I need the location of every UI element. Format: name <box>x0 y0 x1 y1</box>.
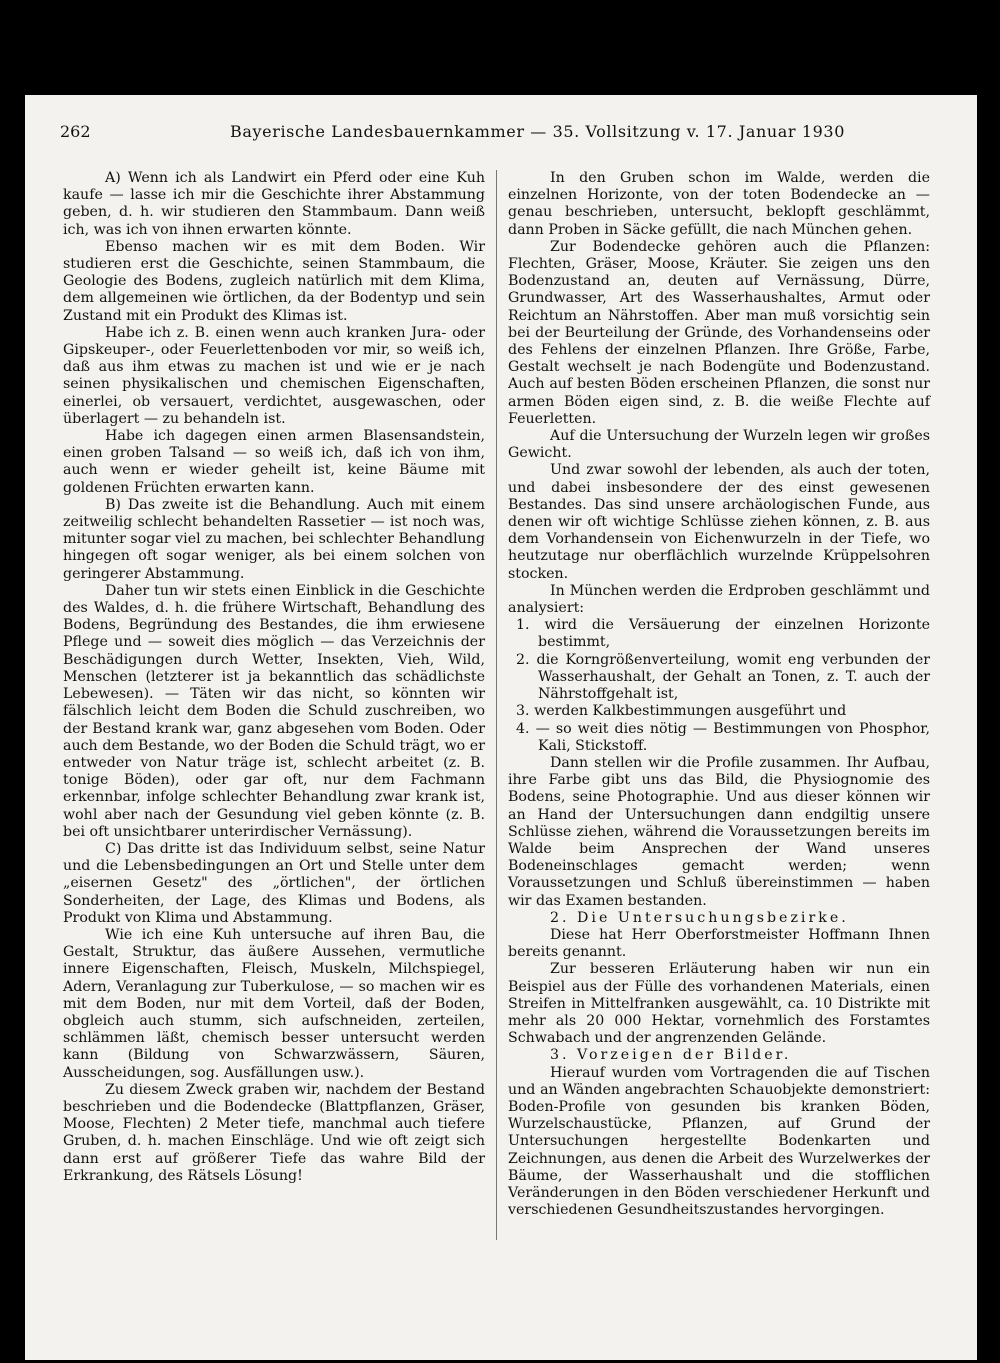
numbered-item <box>508 721 930 755</box>
paragraph: Zur Bodendecke gehören auch die Pflanzen: Flechten, Gräser, Moose, Kräuter. Sie zeigen uns den Bodenzustand an, deuten auf Vernässung, Dürre, Grundwasser, Art des Wasserhaushaltes, Armut oder Reichtum an Nährstoffen. Aber man muß vorsichtig sein bei der Beurteilung der Gründe, des Vorhandenseins oder des Fehlens der einzelnen Pflanzen. Ihre Größe, Farbe, Gestalt wechselt je nach Bodengüte und Bodenzustand. Auch auf besten Böden erscheinen Pflanzen, die sonst nur armen Böden eigen sind, z. B. die weiße Flechte auf Feuerletten. <box>508 238 930 427</box>
paragraph: Und zwar sowohl der lebenden, als auch der toten, und dabei insbesondere der des einst gewesenen Bestandes. Das sind unsere archäologischen Funde, aus denen wir oft wichtige Schlüsse ziehen können, z. B. aus dem Vorhandensein von Eichenwurzeln in der Tiefe, wo heutzutage nur oberflächlich wurzelnde Krüppelsohren stocken. <box>508 462 930 582</box>
paragraph: Dann stellen wir die Profile zusammen. Ihr Aufbau, ihre Farbe gibt uns das Bild, die Physiognomie des Bodens, seine Photographie. Und aus dieser können wir an Hand der Untersuchungen dann endgiltig unsere Schlüsse ziehen, während die Voraussetzungen bereits im Walde beim Ansprechen der Wand unseres Bodeneinschlages gemacht werden; wenn Voraussetzungen und Schluß übereinstimmen — haben wir das Examen bestanden. <box>508 754 930 909</box>
item-number: 2. <box>516 651 530 668</box>
paragraph: Daher tun wir stets einen Einblick in die Geschichte des Waldes, d. h. die frühere Wirtschaft, Behandlung des Bodens, Begründung des Bestandes, die ihm erwiesene Pflege und — soweit dies möglich — das Verzeichnis der Beschädigungen durch Wetter, Insekten, Vieh, Wild, Menschen (letzterer ist ja bekanntlich das schädlichste Lebewesen). — Täten wir das nicht, so könnten wir fälschlich leicht dem Boden die Schuld zuschreiben, wo der Bestand krank war, ganz abgesehen vom Boden. Oder auch dem Bestande, wo der Boden die Schuld trägt, wo er entweder von Natur träge ist, schlecht arbeitet (z. B. tonige Böden), oder gar oft, nur dem Fachmann erkennbar, infolge schlechter Behandlung zwar krank ist, wohl aber nach der Gesundung viel geben könnte (z. B. bei oft unsichtbarer unterirdischer Vernässung). <box>63 582 485 840</box>
item-text: die Korngrößenverteilung, womit eng verbunden der Wasserhaushalt, der Gehalt an Tonen, z. T. auch der Nährstoffgehalt ist, <box>536 651 930 703</box>
paragraph: Zu diesem Zweck graben wir, nachdem der Bestand beschrieben und die Bodendecke (Blattpflanzen, Gräser, Moose, Flechten) 2 Meter tiefe, manchmal auch tiefere Gruben, d. h. machen Einschläge. Und wie oft zeigt sich dann erst auf größerer Tiefe das wahre Bild der Erkrankung, des Rätsels Lösung! <box>63 1081 485 1184</box>
item-text: werden Kalkbestimmungen ausgeführt und <box>534 703 847 720</box>
page-number: 262 <box>60 122 91 141</box>
section-heading: 2. Die Untersuchungsbezirke. <box>550 909 849 926</box>
paragraph: Diese hat Herr Oberforstmeister Hoffmann Ihnen bereits genannt. <box>508 926 930 961</box>
left-column <box>63 170 485 1185</box>
item-number: 4. <box>516 720 530 737</box>
column-divider <box>496 170 497 1240</box>
paragraph: Ebenso machen wir es mit dem Boden. Wir studieren erst die Geschichte, seinen Stammbaum, die Geologie des Bodens, zugleich natürlich mit dem Klima, dem allgemeinen wie örtlichen, da der Bodentyp und sein Zustand mit ein Produkt des Klimas ist. <box>63 238 485 324</box>
section-heading: 3. Vorzeigen der Bilder. <box>550 1047 792 1064</box>
right-column <box>508 170 930 1219</box>
numbered-item <box>508 617 930 651</box>
numbered-item <box>508 703 930 720</box>
paragraph: Habe ich z. B. einen wenn auch kranken Jura- oder Gipskeuper-, oder Feuerlettenboden vor mir, so weiß ich, daß aus ihm etwas zu machen ist und wie er je nach seinen physikalischen und chemischen Eigenschaften, einerlei, ob versauert, verdichtet, ausgewaschen, oder überlagert — zu behandeln ist. <box>63 324 485 427</box>
paragraph: A) Wenn ich als Landwirt ein Pferd oder eine Kuh kaufe — lasse ich mir die Geschichte ihrer Abstammung geben, d. h. wir studieren den Stammbaum. Dann weiß ich, was ich von ihnen erwarten könnte. <box>63 170 485 238</box>
paragraph: In den Gruben schon im Walde, werden die einzelnen Horizonte, von der toten Bodendecke an — genau beschrieben, untersucht, beklopft geschlämmt, dann Proben in Säcke gefüllt, die nach München gehen. <box>508 170 930 238</box>
paragraph: C) Das dritte ist das Individuum selbst, seine Natur und die Lebensbedingungen an Ort und Stelle unter dem „eisernen Gesetz" des „örtlichen", der örtlichen Sonderheiten, der Lage, des Klimas und Bodens, als Produkt von Klima und Abstammung. <box>63 840 485 926</box>
paragraph: In München werden die Erdproben geschlämmt und analysiert: <box>508 582 930 617</box>
item-number: 3. <box>516 703 530 720</box>
item-number: 1. <box>516 617 530 634</box>
page-header <box>60 122 940 146</box>
paragraph: Hierauf wurden vom Vortragenden die auf Tischen und an Wänden angebrachten Schauobjekte demonstriert: Boden-Profile von gesunden bis kranken Böden, Wurzelschaustücke, Pflanzen, auf Grund der Untersuchungen hergestellte Bodenkarten und Zeichnungen, aus denen die Arbeit des Wurzelwerkes der Bäume, der Wasserhaushalt und die stofflichen Veränderungen in den Böden verschiedener Herkunft und verschiedenen Gesundheitszustandes hervorgingen. <box>508 1064 930 1219</box>
item-text: — so weit dies nötig — Bestimmungen von Phosphor, Kali, Stickstoff. <box>535 720 930 754</box>
paragraph: Zur besseren Erläuterung haben wir nun ein Beispiel aus der Fülle des vorhandenen Materials, einen Streifen in Mittelfranken ausgewählt, ca. 10 Distrikte mit mehr als 20 000 Hektar, vornehmlich des Forstamtes Schwabach und der angrenzenden Gelände. <box>508 961 930 1047</box>
paragraph: B) Das zweite ist die Behandlung. Auch mit einem zeitweilig schlecht behandelten Rassetier — ist noch was, mitunter sogar viel zu machen, bei schlechter Behandlung hingegen oft sogar weniger, als bei einem solchen von geringerer Abstammung. <box>63 496 485 582</box>
item-text: wird die Versäuerung der einzelnen Horizonte bestimmt, <box>538 617 930 651</box>
paragraph: Auf die Untersuchung der Wurzeln legen wir großes Gewicht. <box>508 428 930 462</box>
numbered-item <box>508 652 930 704</box>
paragraph: Wie ich eine Kuh untersuche auf ihren Bau, die Gestalt, Struktur, das äußere Aussehen, vermutliche innere Eigenschaften, Fleisch, Muskeln, Milchspiegel, Adern, Veranlagung zur Tuberkulose, — so machen wir es mit dem Boden, nur mit dem Vorteil, daß der Boden, obgleich auch stumm, sich aufschneiden, zerteilen, schlämmen läßt, chemisch besser untersucht werden kann (Bildung von Schwarzwässern, Säuren, Ausscheidungen, sog. Ausfällungen usw.). <box>63 926 485 1081</box>
running-title: Bayerische Landesbauernkammer — 35. Vollsitzung v. 17. Januar 1930 <box>230 122 845 141</box>
paragraph: Habe ich dagegen einen armen Blasensandstein, einen groben Talsand — so weiß ich, daß ich von ihm, auch wenn er wieder geheilt ist, keine Bäume mit goldenen Früchten erwarten kann. <box>63 428 485 496</box>
